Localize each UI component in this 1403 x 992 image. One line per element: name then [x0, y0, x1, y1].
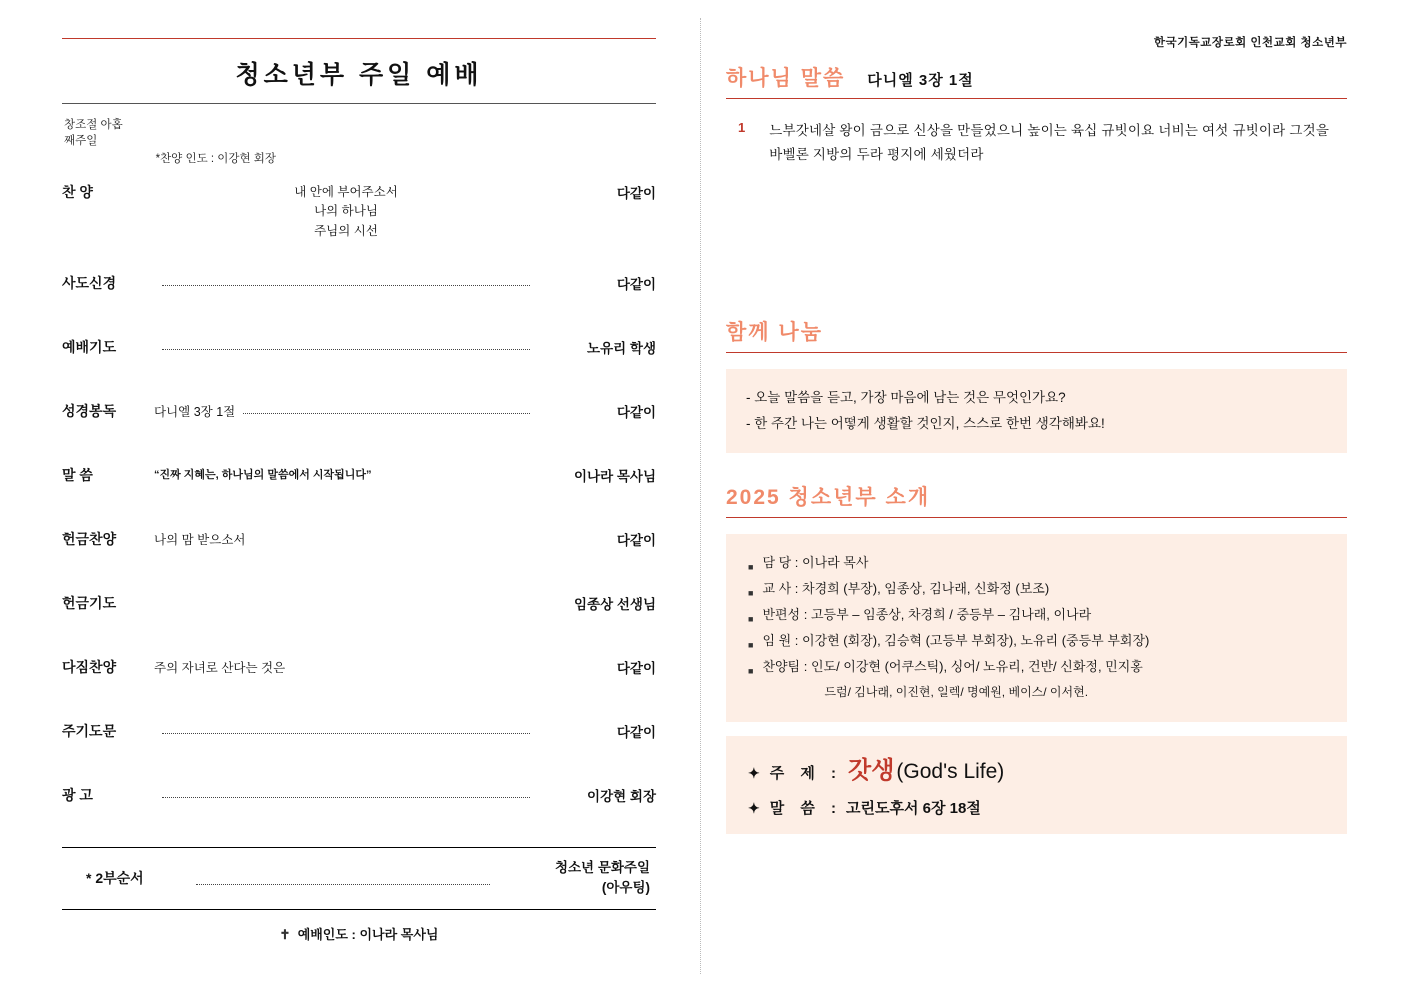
- order-row: [62, 655, 656, 689]
- order-person: 이강현 회장: [587, 789, 656, 805]
- offering-song: 나의 맘 받으소서: [154, 533, 246, 548]
- leader-dots: [196, 872, 490, 885]
- share-section-spacer: [726, 453, 1347, 481]
- verse-text: 느부갓네살 왕이 금으로 신상을 만들었으니 높이는 육십 규빗이요 너비는 여섯 규빗이라 그것을 바벨론 지방의 두라 평지에 세웠더라: [769, 123, 1330, 162]
- intro-item-value: 이강현 (회장), 김승혁 (고등부 부회장), 노유리 (중등부 부회장): [802, 632, 1150, 648]
- order-row: [62, 335, 656, 369]
- leader-dots: [162, 274, 530, 286]
- four-point-star-icon: ✦: [748, 799, 760, 816]
- intro-section-header: [726, 481, 1347, 511]
- order-person: 다같이: [616, 186, 656, 201]
- theme-word-label: 말 씀 :: [769, 799, 843, 817]
- sermon-title: “진짜 지혜는, 하나님의 말씀에서 시작됩니다”: [154, 469, 372, 482]
- song-title: 내 안에 부어주소서: [294, 185, 398, 199]
- share-question: - 오늘 말씀을 듣고, 가장 마음에 남는 것은 무엇인가요?: [746, 390, 1066, 406]
- theme-english: (God's Life): [896, 759, 1005, 783]
- liturgical-season: 창조절 아홉째주일: [64, 119, 123, 147]
- order-person: 다같이: [616, 661, 656, 677]
- intro-item-value: 인도/ 이강현 (어쿠스틱), 싱어/ 노유리, 건반/ 신화정, 민지홍: [810, 658, 1143, 674]
- intro-item-value: 고등부 – 임종상, 차경희 / 중등부 – 김나래, 이나라: [810, 606, 1092, 622]
- second-part-row: [62, 847, 656, 910]
- order-detail: [154, 655, 538, 676]
- order-person: 임종상 선생님: [574, 597, 656, 613]
- order-of-service: [62, 180, 656, 817]
- order-label: 헌금기도: [62, 595, 117, 612]
- intro-item-value-continued: 드럼/ 김나래, 이진현, 일렉/ 명예원, 베이스/ 이서현.: [824, 684, 1089, 699]
- square-bullet-icon: ■: [748, 587, 754, 598]
- order-row: [62, 463, 656, 497]
- service-subheader: [62, 114, 656, 172]
- scripture-verse: [726, 115, 1347, 166]
- square-bullet-icon: ■: [748, 561, 754, 572]
- song-title: 주님의 시선: [314, 223, 378, 238]
- order-row: [62, 527, 656, 561]
- leader-dots: [162, 722, 530, 734]
- intro-item: [748, 654, 1325, 704]
- order-label: 성경봉독: [62, 403, 117, 420]
- order-person: 다같이: [616, 725, 656, 741]
- intro-details-box: [726, 534, 1347, 722]
- worship-leader-footer: [62, 924, 656, 943]
- share-section-header: [726, 316, 1347, 346]
- intro-item-label: 찬양팀 :: [762, 658, 808, 674]
- praise-leader-note: *찬양 인도 : 이강현 회장: [155, 153, 277, 165]
- four-point-star-icon: ✦: [748, 764, 760, 781]
- order-row: [62, 719, 656, 753]
- share-questions-box: [726, 369, 1347, 452]
- order-detail: [154, 271, 538, 292]
- section-rule: [726, 352, 1347, 353]
- theme-box: [726, 736, 1347, 834]
- title-bottom-rule: [62, 103, 656, 104]
- theme-word-value: 고린도후서 6장 18절: [846, 799, 981, 817]
- theme-row: [748, 750, 1325, 785]
- order-person: 노유리 학생: [587, 341, 656, 357]
- intro-section-title: 2025 청소년부 소개: [726, 485, 931, 509]
- section-rule: [726, 98, 1347, 99]
- intro-item-value: 이나라 목사: [802, 554, 869, 570]
- intro-item: [748, 602, 1325, 628]
- leader-dots: [162, 338, 530, 350]
- square-bullet-icon: ■: [748, 613, 754, 624]
- order-detail: [154, 719, 538, 740]
- worship-leader-text: 예배인도 : 이나라 목사님: [297, 926, 439, 942]
- order-row: [62, 783, 656, 817]
- intro-item: [748, 576, 1325, 602]
- order-label: 주기도문: [62, 723, 117, 740]
- order-label: 사도신경: [62, 275, 117, 292]
- intro-item-label: 교 사 :: [762, 580, 799, 596]
- order-person: 다같이: [616, 277, 656, 293]
- theme-korean: 갓생: [848, 756, 895, 784]
- order-label: 헌금찬양: [62, 531, 117, 548]
- verse-number: 1: [738, 120, 746, 135]
- intro-item-label: 반편성 :: [762, 606, 808, 622]
- order-row: [62, 271, 656, 305]
- word-section-title: 하나님 말씀: [726, 67, 846, 90]
- column-divider: [700, 18, 701, 974]
- order-person: 다같이: [616, 533, 656, 549]
- order-person: 이나라 목사님: [574, 469, 656, 485]
- page-title: 청소년부 주일 예배: [235, 61, 483, 89]
- intro-item: [748, 550, 1325, 576]
- intro-item: [748, 628, 1325, 654]
- order-detail: [154, 399, 538, 420]
- intro-item-label: 담 당 :: [762, 554, 799, 570]
- cross-icon: ✝: [279, 926, 291, 942]
- intro-item-text: [762, 602, 1325, 628]
- church-name: 한국기독교장로회 인천교회 청소년부: [1153, 37, 1347, 49]
- order-row: [62, 399, 656, 433]
- share-question: - 한 주간 나는 어떻게 생활할 것인지, 스스로 한번 생각해봐요!: [746, 415, 1105, 431]
- square-bullet-icon: ■: [748, 665, 754, 676]
- leader-dots: [243, 402, 530, 414]
- right-column: [700, 0, 1403, 992]
- order-detail: [154, 180, 538, 241]
- second-part-line2: (아우팅): [601, 880, 650, 896]
- intro-item-value: 차경희 (부장), 임종상, 김나래, 신화정 (보조): [802, 580, 1050, 596]
- theme-label: 주 제 :: [769, 764, 843, 782]
- order-label: 광 고: [62, 787, 93, 804]
- intro-item-text: [762, 576, 1325, 602]
- order-label: 찬 양: [62, 184, 93, 200]
- second-part-line1: 청소년 문화주일: [554, 860, 650, 876]
- order-label: 말 씀: [62, 467, 93, 484]
- song-title: 나의 하나님: [314, 204, 378, 219]
- order-person: 다같이: [616, 405, 656, 421]
- section-rule: [726, 517, 1347, 518]
- scripture-reference: 다니엘 3장 1절: [154, 405, 236, 420]
- word-section-spacer: [726, 166, 1347, 316]
- order-detail: [154, 783, 538, 804]
- order-detail: [154, 335, 538, 356]
- intro-item-text: [762, 654, 1325, 704]
- order-detail: [154, 527, 538, 548]
- title-top-rule: [62, 38, 656, 39]
- order-label: 예배기도: [62, 339, 117, 356]
- word-section-header: [726, 62, 1347, 92]
- square-bullet-icon: ■: [748, 639, 754, 650]
- order-detail: [154, 591, 538, 612]
- order-row: [62, 180, 656, 241]
- left-column: [0, 0, 700, 992]
- theme-word-row: [748, 797, 1325, 818]
- second-part-detail: [500, 858, 650, 899]
- share-section-title: 함께 나눔: [726, 321, 823, 345]
- intro-item-label: 임 원 :: [762, 632, 799, 648]
- order-detail: [154, 463, 538, 484]
- intro-item-text: [762, 550, 1325, 576]
- commitment-song: 주의 자녀로 산다는 것은: [154, 661, 286, 676]
- leader-dots: [162, 786, 530, 798]
- word-section-reference: 다니엘 3장 1절: [867, 72, 974, 89]
- second-part-label: * 2부순서: [86, 870, 144, 887]
- intro-item-text: [762, 628, 1325, 654]
- order-label: 다짐찬양: [62, 659, 117, 676]
- order-row: [62, 591, 656, 625]
